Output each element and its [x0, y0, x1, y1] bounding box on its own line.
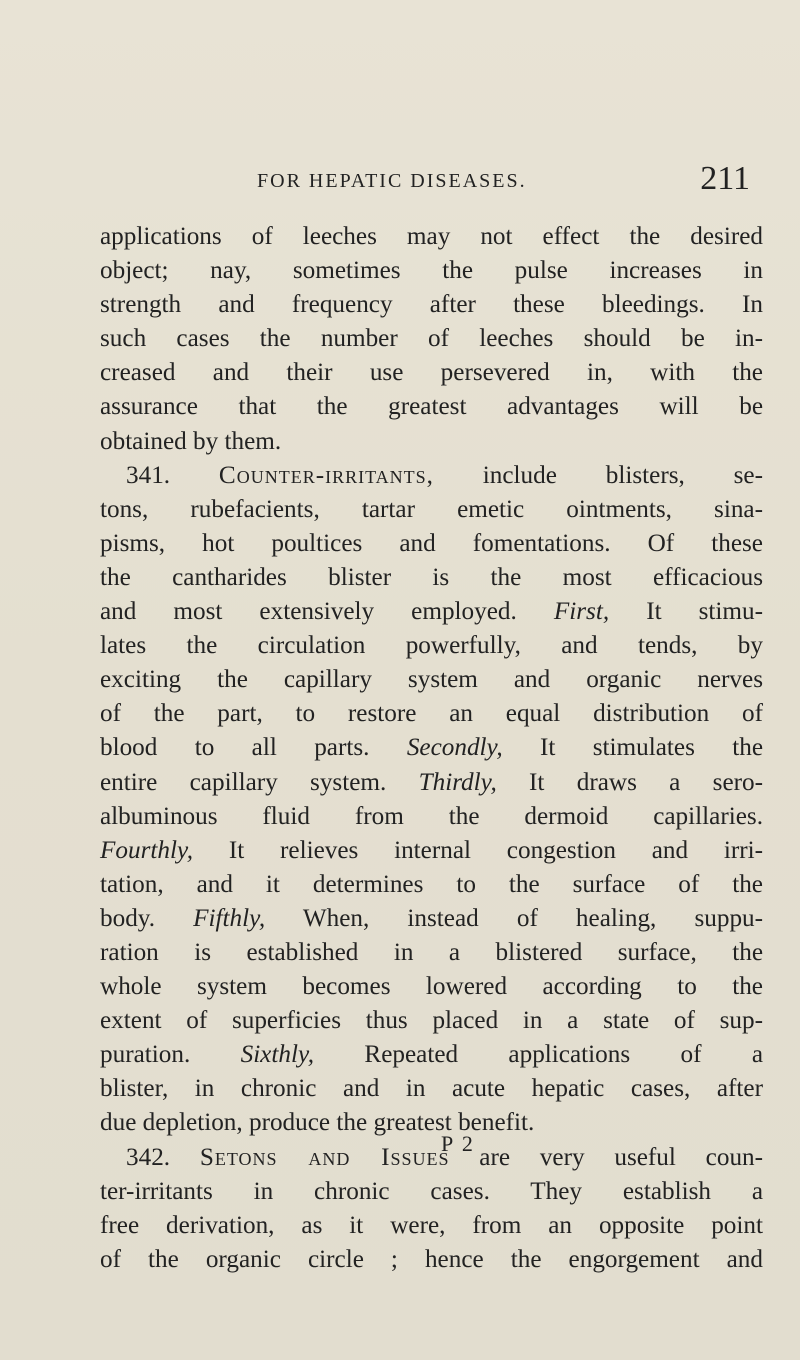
section-341-first-line	[100, 459, 763, 493]
text-line: obtained by them.	[100, 427, 282, 455]
text-fragment: are very useful coun-	[479, 1143, 764, 1171]
text-fragment: include blisters, se-	[482, 461, 763, 489]
text-line	[100, 595, 763, 629]
text-fragment: It stimu-	[646, 598, 764, 626]
text-line: of the organic circle ; hence the engorgement and	[100, 1245, 763, 1273]
text-line: assurance that the greatest advantages will be	[100, 393, 763, 421]
text-line: object; nay, sometimes the pulse increases in	[100, 257, 763, 285]
text-line: whole system becomes lowered according to the	[100, 973, 763, 1001]
italic-term: Fourthly,	[100, 836, 194, 864]
section-heading: Counter-irritants,	[218, 461, 434, 489]
text-fragment: body.	[100, 904, 156, 932]
section-number: 341.	[126, 461, 171, 489]
text-line: blister, in chronic and in acute hepatic cases, after	[100, 1075, 763, 1103]
text-fragment: It relieves internal congestion and irri-	[228, 836, 763, 864]
text-line: such cases the number of leeches should be in-	[100, 325, 763, 353]
text-fragment: and most extensively employed.	[100, 598, 517, 626]
text-line: pisms, hot poultices and fomentations. Of these	[100, 529, 763, 557]
italic-term: Fifthly,	[193, 904, 266, 932]
section-number: 342.	[126, 1143, 171, 1171]
text-line: albuminous fluid from the dermoid capillaries.	[100, 802, 763, 830]
text-line: extent of superficies thus placed in a state of sup-	[100, 1007, 763, 1035]
running-header	[100, 160, 750, 200]
text-line: free derivation, as it were, from an opposite point	[100, 1211, 763, 1239]
text-line: ration is established in a blistered surface, the	[100, 938, 763, 966]
italic-term: Thirdly,	[418, 768, 497, 796]
section-heading: Setons and Issues	[199, 1143, 450, 1171]
page-number: 211	[700, 160, 750, 197]
text-fragment: It stimulates the	[540, 734, 764, 762]
body-text	[100, 220, 763, 1277]
text-fragment: entire capillary system.	[100, 768, 387, 796]
text-line: tons, rubefacients, tartar emetic ointments, sina-	[100, 495, 763, 523]
text-line: applications of leeches may not effect the desired	[100, 223, 763, 250]
text-line: due depletion, produce the greatest benefit.	[100, 1109, 535, 1137]
signature-mark: P 2	[441, 1131, 475, 1156]
section-342-first-line	[100, 1141, 763, 1175]
text-line: exciting the capillary system and organic nerves	[100, 666, 763, 694]
text-line: of the part, to restore an equal distribution of	[100, 700, 763, 728]
text-fragment: When, instead of healing, suppu-	[302, 904, 764, 932]
text-fragment: It draws a sero-	[529, 768, 763, 796]
text-fragment: blood to all parts.	[100, 734, 370, 762]
text-line: lates the circulation powerfully, and tends, by	[100, 632, 763, 660]
italic-term: First,	[553, 598, 610, 626]
text-line	[100, 731, 763, 765]
running-title: FOR HEPATIC DISEASES.	[257, 170, 527, 192]
text-line	[100, 1038, 763, 1072]
text-line: ter-irritants in chronic cases. They establish a	[100, 1177, 763, 1205]
text-line: tation, and it determines to the surface of the	[100, 870, 763, 898]
text-line: creased and their use persevered in, with the	[100, 359, 763, 387]
text-line: the cantharides blister is the most efficacious	[100, 563, 763, 591]
text-line	[100, 834, 763, 868]
italic-term: Secondly,	[406, 734, 503, 762]
text-line	[100, 902, 763, 936]
text-line	[100, 766, 763, 800]
italic-term: Sixthly,	[240, 1041, 315, 1069]
text-fragment: Repeated applications of a	[364, 1041, 763, 1069]
text-line: strength and frequency after these bleedings. In	[100, 291, 763, 319]
text-fragment: puration.	[100, 1041, 191, 1069]
